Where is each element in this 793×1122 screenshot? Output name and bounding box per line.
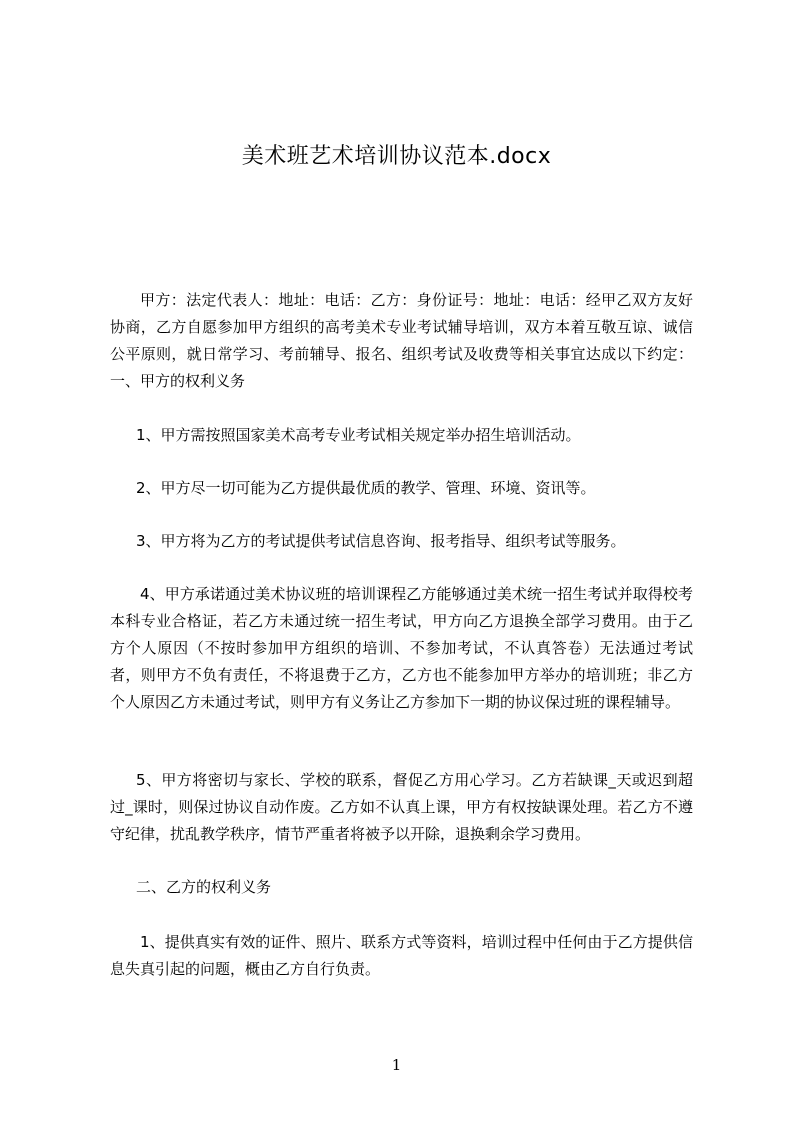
paragraph-party-a-item-2: 2、甲方尽一切可能为乙方提供最优质的教学、管理、环境、资讯等。 [136,479,596,497]
section-heading-party-b: 二、乙方的权利义务 [136,878,272,896]
paragraph-party-a-item-3: 3、甲方将为乙方的考试提供考试信息咨询、报考指导、组织考试等服务。 [136,532,626,550]
paragraph-party-a-item-1: 1、甲方需按照国家美术高考专业考试相关规定举办招生培训活动。 [136,426,581,444]
page-number: 1 [391,1056,402,1074]
paragraph-party-a-item-5: 5、甲方将密切与家长、学校的联系，督促乙方用心学习。乙方若缺课_天或迟到超过_课时，则保过协议自动作废。乙方如不认真上课，甲方有权按缺课处理。若乙方不遵守纪律，扰乱教学秩序，情节严重者将被予以开除，退换剩余学习费用。 [110,771,693,843]
document-title: 美术班艺术培训协议范本.docx [241,144,552,169]
paragraph-party-b-item-1: 1、提供真实有效的证件、照片、联系方式等资料，培训过程中任何由于乙方提供信息失真引起的问题，概由乙方自行负责。 [110,933,693,978]
paragraph-intro: 甲方：法定代表人：地址：电话：乙方：身份证号：地址：电话：经甲乙双方友好协商，乙方自愿参加甲方组织的高考美术专业考试辅导培训，双方本着互敬互谅、诚信公平原则，就日常学习、考前辅导、报名、组织考试及收费等相关事宜达成以下约定：一、甲方的权利义务 [110,291,693,390]
paragraph-party-a-item-4: 4、甲方承诺通过美术协议班的培训课程乙方能够通过美术统一招生考试并取得校考本科专业合格证，若乙方未通过统一招生考试，甲方向乙方退换全部学习费用。由于乙方个人原因（不按时参加甲方组织的培训、不参加考试，不认真答卷）无法通过考试者，则甲方不负有责任，不将退费于乙方，乙方也不能参加甲方举办的培训班；非乙方个人原因乙方未通过考试，则甲方有义务让乙方参加下一期的协议保过班的课程辅导。 [110,585,693,711]
